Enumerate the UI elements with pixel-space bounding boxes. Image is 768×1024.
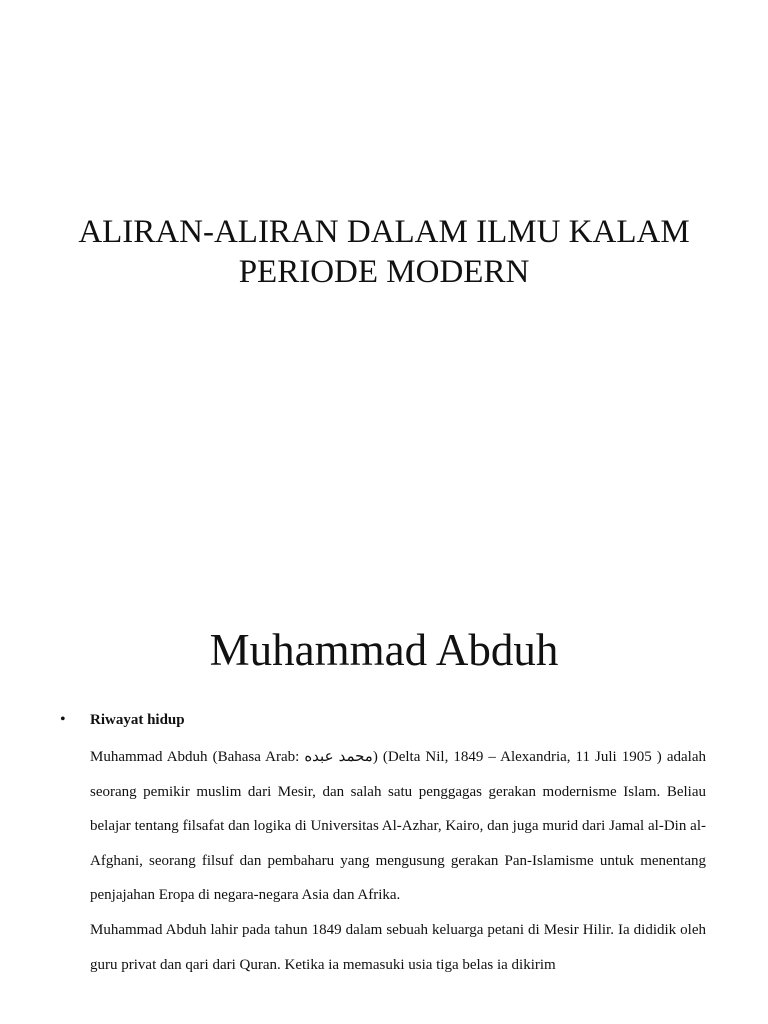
- arabic-name: محمد عبده: [304, 749, 373, 765]
- content-body: [60, 706, 706, 982]
- section-heading: Muhammad Abduh: [209, 625, 559, 675]
- slide-title: [0, 212, 768, 292]
- bullet-dot-icon: •: [60, 711, 66, 728]
- paragraph-1-rest: ) (Delta Nil, 1849 – Alexandria, 11 Juli 1905 ) adalah seorang pemikir muslim dari Mesir, dan salah satu penggagas gerakan modernisme Islam. Beliau belajar tentang filsafat dan logika di Universitas Al-Azhar, Kairo, dan juga murid dari Jamal al-Din al-Afghani, seorang filsuf dan pembaharu yang mengusung gerakan Pan-Islamisme untuk menentang penjajahan Eropa di negara-negara Asia dan Afrika.: [90, 749, 706, 904]
- bullet-item: [60, 706, 706, 734]
- paragraph-2: Muhammad Abduh lahir pada tahun 1849 dalam sebuah keluarga petani di Mesir Hilir. Ia dididik oleh guru privat dan qari dari Quran. Ketika ia memasuki usia tiga belas ia dikirim: [90, 921, 706, 973]
- paragraph-1: [90, 740, 706, 913]
- paragraph-1-start: Muhammad Abduh (Bahasa Arab:: [90, 749, 305, 765]
- bullet-label: Riwayat hidup: [90, 712, 185, 728]
- slide-title-line-2: PERIODE MODERN: [238, 254, 530, 290]
- slide-title-line-1: ALIRAN-ALIRAN DALAM ILMU KALAM: [78, 214, 690, 250]
